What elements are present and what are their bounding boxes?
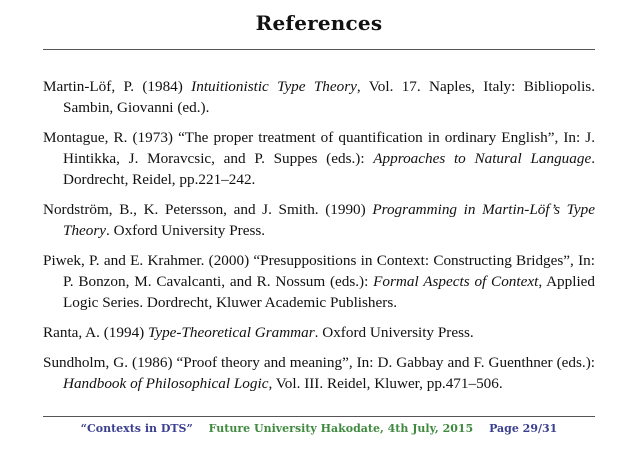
reference-entry — [43, 352, 595, 394]
footer-topic: “Contexts in DTS” — [80, 422, 193, 435]
footer-venue: Future University Hakodate, 4th July, 2015 — [208, 422, 474, 435]
reference-text: . Oxford University Press. — [106, 222, 266, 239]
reference-text: , Vol. 17. Naples, Italy: Bibliopolis. Sambin, Giovanni (ed.). — [63, 78, 596, 116]
footer-divider — [43, 416, 595, 417]
reference-work-title: Formal Aspects of Context — [373, 273, 539, 290]
reference-text: Piwek, P. and E. Krahmer. (2000) “Presuppositions in Context: Constructing Bridges”, In: P. Bonzon, M. Cavalcanti, and R. Nossum (eds.): — [43, 252, 595, 290]
reference-entry — [43, 76, 595, 118]
slide-title: References — [255, 11, 383, 35]
footer-page-number: Page 29/31 — [489, 422, 558, 435]
reference-text: , Applied Logic Series. Dordrecht, Kluwer Academic Publishers. — [63, 273, 596, 311]
reference-text: Ranta, A. (1994) — [43, 324, 149, 341]
reference-text: . Oxford University Press. — [314, 324, 474, 341]
reference-work-title: Type-Theoretical Grammar — [148, 324, 315, 341]
reference-list — [43, 76, 595, 403]
title-divider — [43, 49, 595, 50]
reference-text: Nordström, B., K. Petersson, and J. Smith. (1990) — [43, 201, 373, 218]
reference-entry — [43, 250, 595, 313]
slide-footer — [0, 421, 638, 437]
reference-entry — [43, 322, 595, 343]
reference-entry — [43, 199, 595, 241]
reference-text: Martin-Löf, P. (1984) — [43, 78, 192, 95]
reference-entry — [43, 127, 595, 190]
reference-work-title: Programming in Martin-Löf’s Type Theory — [63, 201, 595, 239]
reference-work-title: Handbook of Philosophical Logic — [63, 375, 269, 392]
reference-text: . Dordrecht, Reidel, pp.221–242. — [63, 150, 595, 188]
reference-work-title: Intuitionistic Type Theory — [191, 78, 357, 95]
reference-work-title: Approaches to Natural Language — [373, 150, 592, 167]
reference-text: Sundholm, G. (1986) “Proof theory and meaning”, In: D. Gabbay and F. Guenthner (eds.): — [43, 354, 595, 371]
reference-text: Montague, R. (1973) “The proper treatment of quantification in ordinary English”, In: J. Hintikka, J. Moravcsic, and P. Suppes (eds.): — [43, 129, 595, 167]
reference-text: , Vol. III. Reidel, Kluwer, pp.471–506. — [268, 375, 503, 392]
